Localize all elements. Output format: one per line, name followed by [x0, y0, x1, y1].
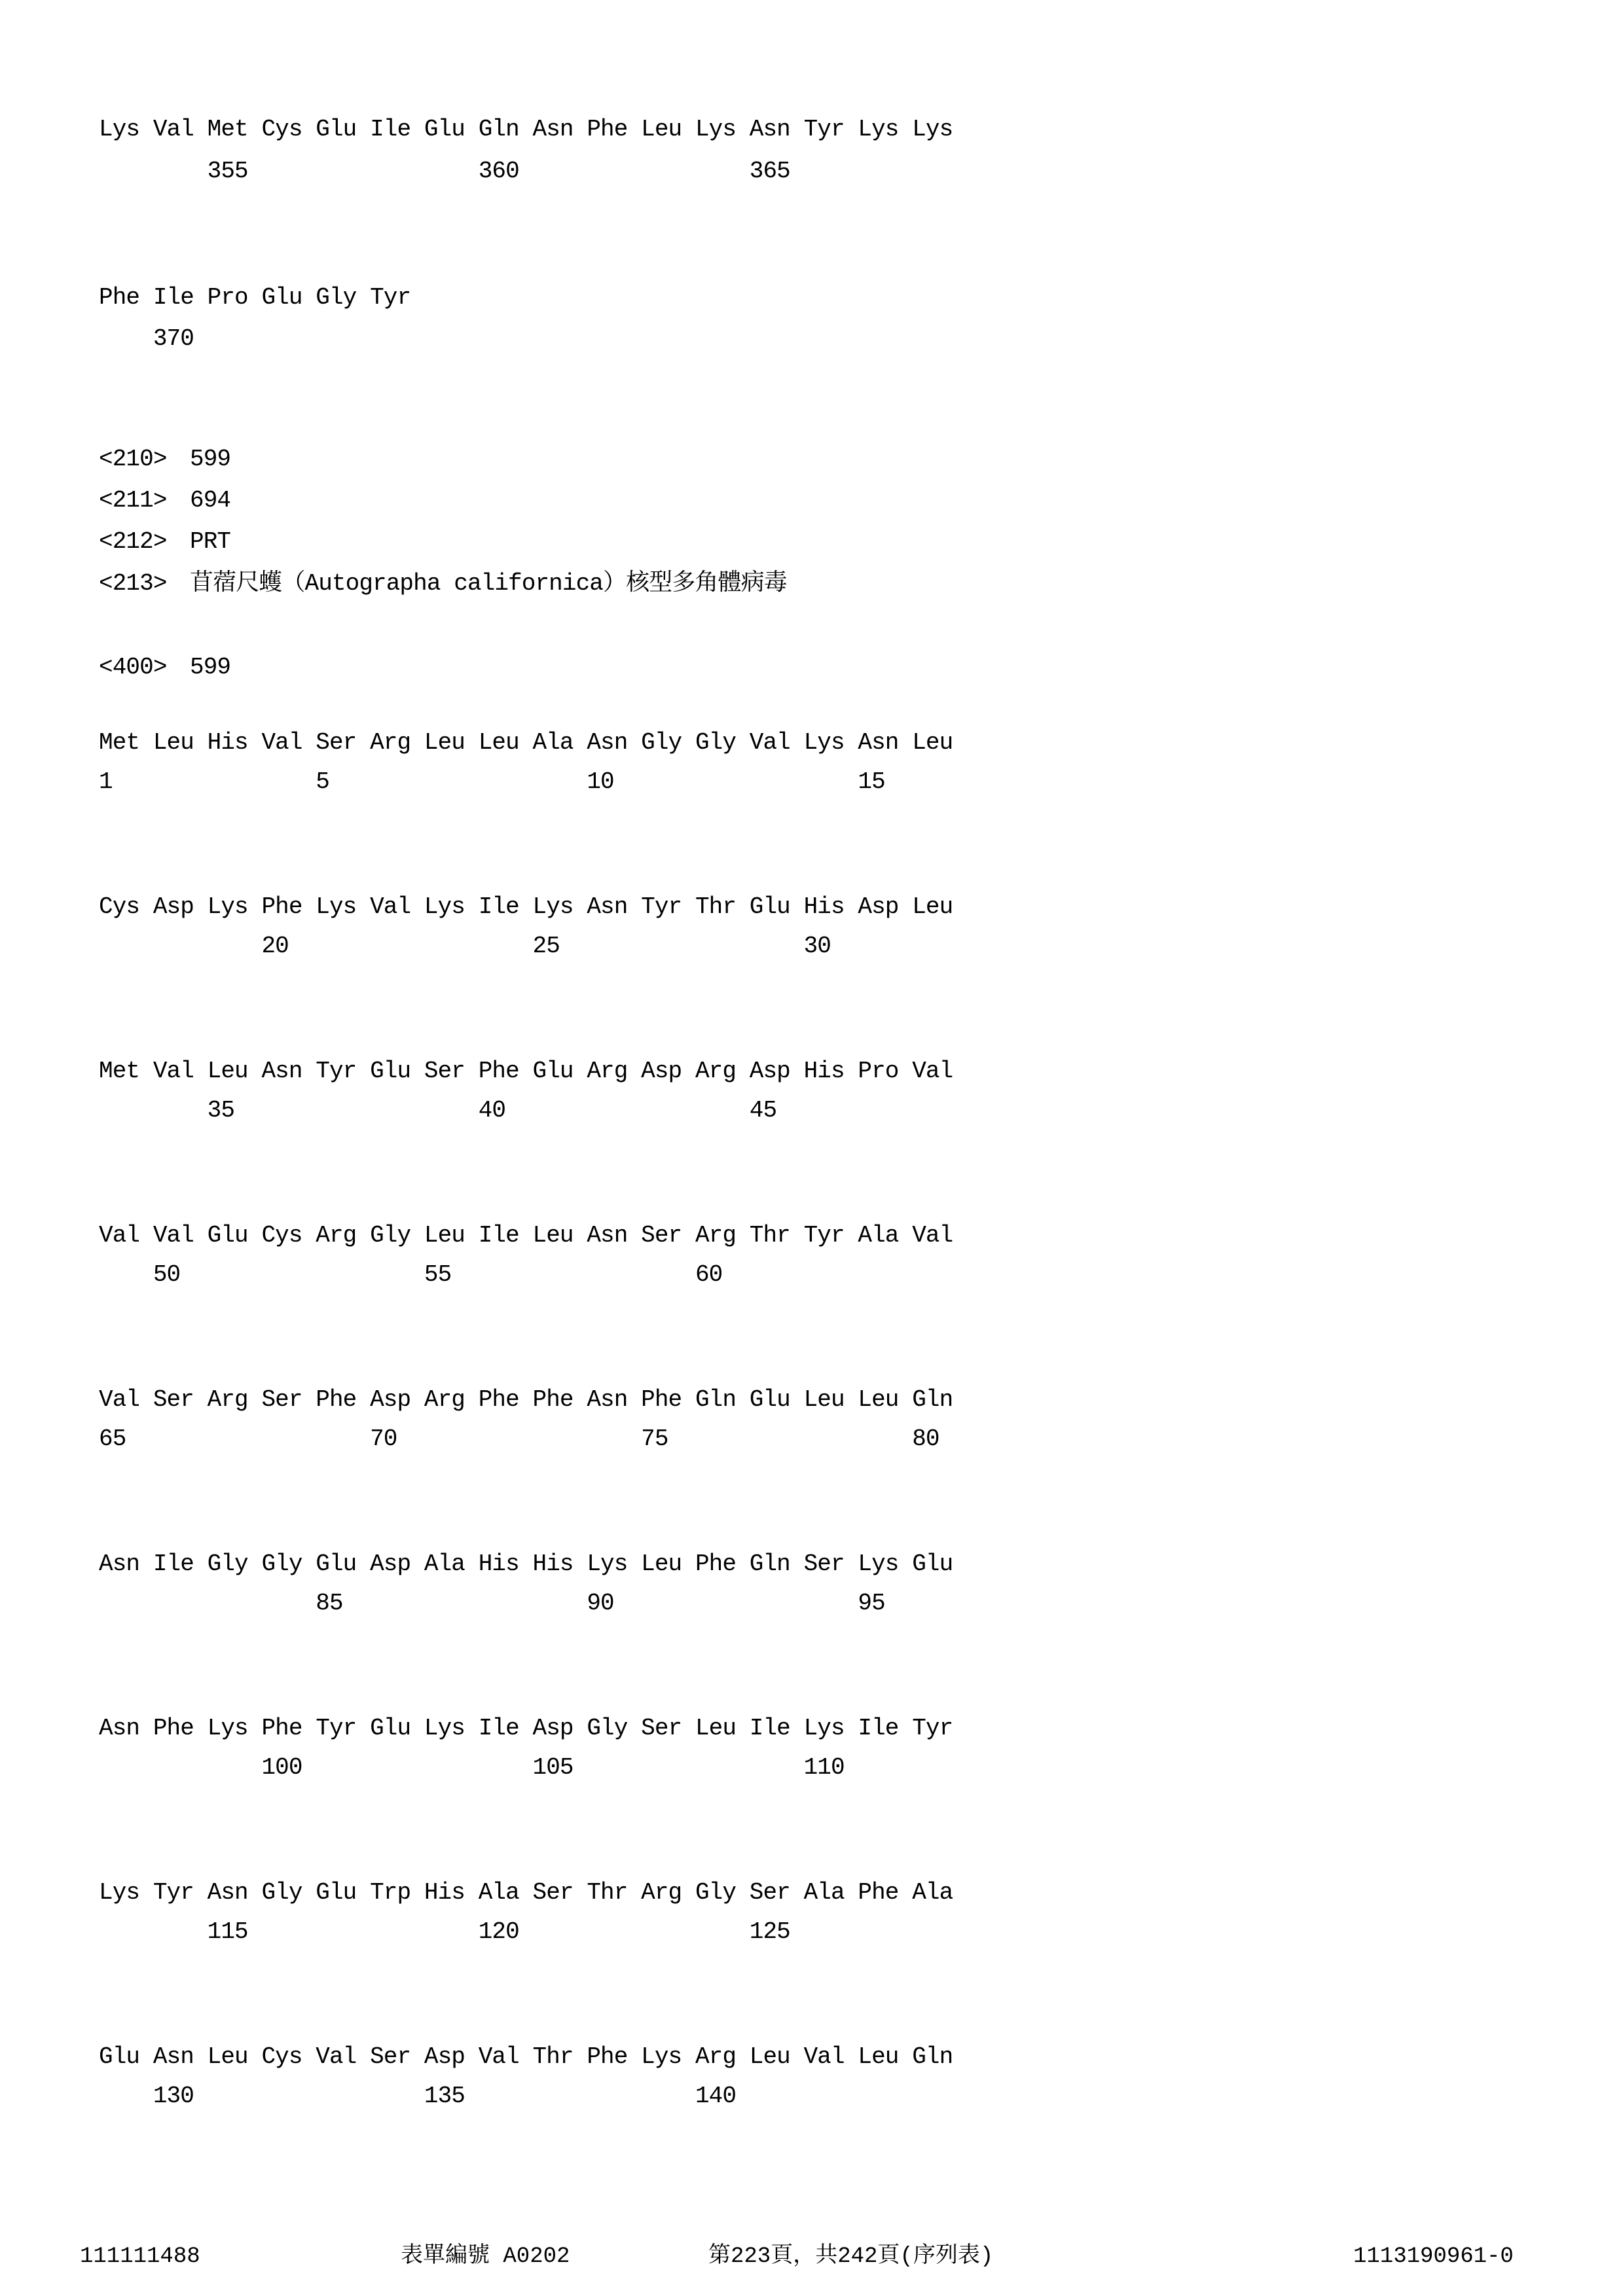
residue-line: Phe Ile Pro Glu Gly Tyr [99, 284, 411, 311]
tag-210-label: <210> [99, 446, 167, 473]
residue-line: Val Val Glu Cys Arg Gly Leu Ile Leu Asn Ser Arg Thr Tyr Ala Val [99, 1222, 953, 1249]
tag-400-value: 599 [190, 654, 231, 681]
position-numbers-line: 1 5 10 15 [99, 768, 885, 795]
footer-application-number: 111111488 [80, 2244, 200, 2269]
position-numbers-line: 20 25 30 [99, 933, 831, 960]
position-numbers-line: 130 135 140 [99, 2083, 737, 2109]
position-numbers-line: 370 [99, 325, 194, 352]
residue-line: Lys Tyr Asn Gly Glu Trp His Ala Ser Thr Arg Gly Ser Ala Phe Ala [99, 1879, 953, 1906]
tag-212-label: <212> [99, 528, 167, 555]
residue-line: Glu Asn Leu Cys Val Ser Asp Val Thr Phe Lys Arg Leu Val Leu Gln [99, 2043, 953, 2070]
footer-document-number: 1113190961-0 [1353, 2244, 1514, 2269]
tag-211-label: <211> [99, 487, 167, 514]
position-numbers-line: 50 55 60 [99, 1261, 723, 1288]
position-numbers-line: 115 120 125 [99, 1918, 790, 1945]
tag-400-label: <400> [99, 654, 167, 681]
residue-line: Met Val Leu Asn Tyr Glu Ser Phe Glu Arg Asp Arg Asp His Pro Val [99, 1058, 953, 1085]
footer-page-indicator: 第223頁，共242頁(序列表) [708, 2244, 994, 2269]
tag-213-organism-value: 苜蓿尺蠖（Autographa californica）核型多角體病毒 [190, 570, 787, 597]
position-numbers-line: 100 105 110 [99, 1754, 845, 1781]
position-numbers-line: 355 360 365 [99, 158, 790, 185]
residue-line: Val Ser Arg Ser Phe Asp Arg Phe Phe Asn Phe Gln Glu Leu Leu Gln [99, 1386, 953, 1413]
position-numbers-line: 85 90 95 [99, 1590, 885, 1617]
footer-form-number: 表單編號 A0202 [401, 2244, 570, 2269]
position-numbers-line: 35 40 45 [99, 1097, 777, 1124]
residue-line: Lys Val Met Cys Glu Ile Glu Gln Asn Phe Leu Lys Asn Tyr Lys Lys [99, 116, 953, 143]
tag-211-value: 694 [190, 487, 231, 514]
residue-line: Asn Ile Gly Gly Glu Asp Ala His His Lys Leu Phe Gln Ser Lys Glu [99, 1551, 953, 1577]
residue-line: Met Leu His Val Ser Arg Leu Leu Ala Asn Gly Gly Val Lys Asn Leu [99, 729, 953, 756]
residue-line: Asn Phe Lys Phe Tyr Glu Lys Ile Asp Gly Ser Leu Ile Lys Ile Tyr [99, 1715, 953, 1742]
position-numbers-line: 65 70 75 80 [99, 1426, 939, 1452]
residue-line: Cys Asp Lys Phe Lys Val Lys Ile Lys Asn Tyr Thr Glu His Asp Leu [99, 893, 953, 920]
tag-213-label: <213> [99, 570, 167, 597]
tag-212-value: PRT [190, 528, 231, 555]
tag-210-value: 599 [190, 446, 231, 473]
